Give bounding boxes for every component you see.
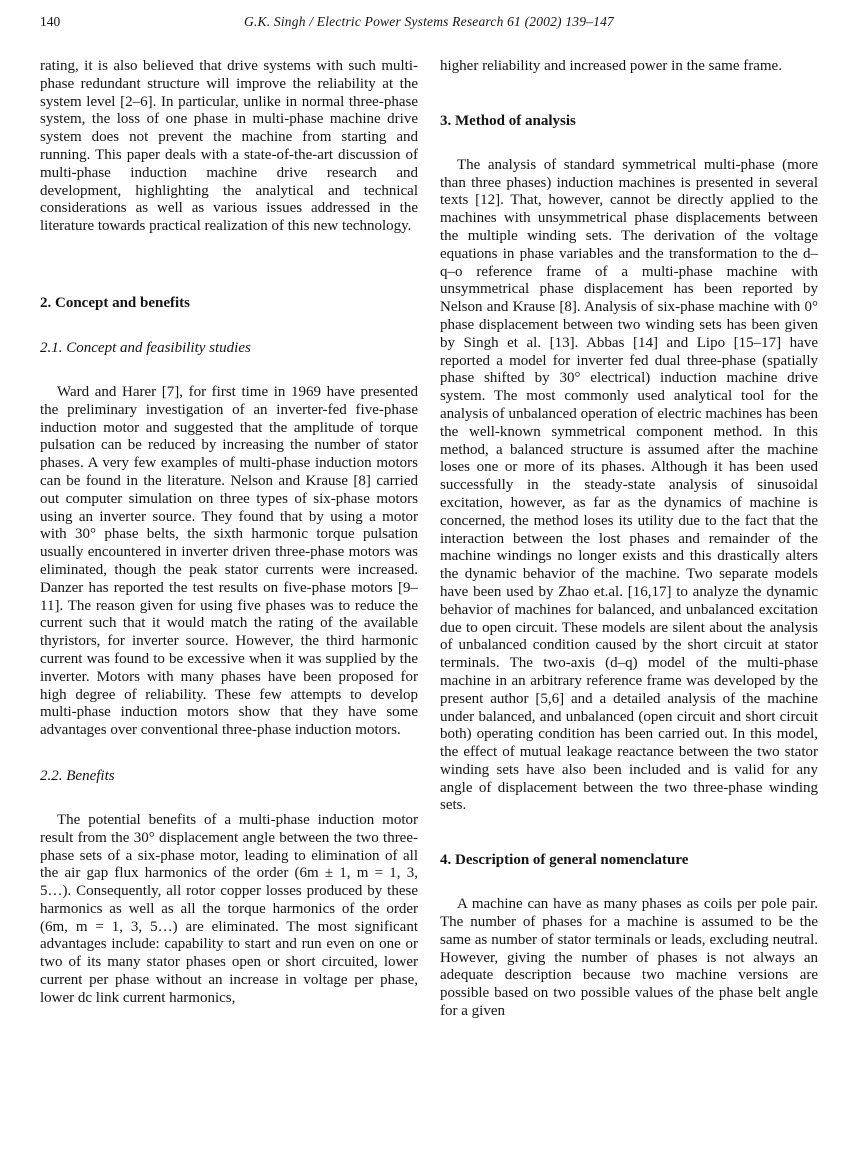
section-4-heading: 4. Description of general nomenclature [440, 852, 689, 869]
section-2-heading: 2. Concept and benefits [40, 294, 191, 311]
benefits-continued-paragraph: higher reliability and increased power in the same frame. [440, 58, 782, 74]
section-3-paragraph: The analysis of standard symmetrical multi-phase (more than three phases) induction machines is presented in several texts [12]. That, however, cannot be directly applied to the machines with unsymmetrical phase displacements between the multiple winding sets. The derivation of the voltage equations in phase variables and the transformation to the d–q–o reference frame of a multi-phase machine with unsymmetrical phase displacement has been reported by Nelson and Krause [8]. Analysis of six-phase machine with 0° phase displacement between two winding sets has been given by Singh et al. [13]. Abbas [14] and Lipo [15–17] have reported a model for inverter fed dual three-phase (spatially phase shifted by 30° electrical) induction machine drive system. The most commonly used analytical tool for the analysis of unbalanced operation of electric machines has been the well-known symmetrical component method. In this method, a balanced structure is assumed after the machine loses one or more of its phases. Although it has been used successfully in the steady-state analysis of sinusoidal excitation, however, as far as the dynamics of machine is concerned, the method loses its utility due to the fact that the interaction between the lost phases and remainder of the machine windings no longer exists and this drastically alters the dynamic behavior of the machine. Two separate models have been used by Zhao et.al. [16,17] to analyze the dynamic behavior of machines for balanced, and unbalanced excitation due to open circuit. These models are silent about the analysis of unbalanced condition caused by the short circuit at stator terminals. The two-axis (d–q) model of the multi-phase machine in an arbitrary reference frame was developed by the present author [5,6] and a detailed analysis of the machine under balanced, and unbalanced (open circuit and short circuit both) operating condition has been carried out. In this model, the effect of mutual leakage reactance between the two stator winding sets have also been included and is valid for any angle of displacement between the two three-phase winding sets. [440, 156, 818, 814]
page-header [40, 13, 818, 31]
page-number: 140 [40, 14, 61, 29]
section-2-1-paragraph: Ward and Harer [7], for first time in 1969 have presented the preliminary investigation of an inverter-fed five-phase induction motor and suggested that the amplitude of torque pulsation can be reduced by increasing the number of stator phases. A very few examples of multi-phase induction motors can be found in the literature. Nelson and Krause [8] carried out computer simulation on three types of six-phase motors using an inverter source. They found that by using a motor with 30° phase belts, the sixth harmonic torque pulsation usually encountered in inverter driven three-phase motors was eliminated, though the peak stator currents were increased. Danzer has reported the test results on five-phase motors [9–11]. The reason given for using five phases was to reduce the current such that it would match the rating of the available thyristors, for inverter source. However, the third harmonic current was found to be excessive when it was supplied by the inverter. Motors with many phases have been proposed for high degree of reliability. These few attempts to develop multi-phase induction motors show that they have some advantages over conventional three-phase induction motors. [40, 383, 418, 739]
section-2-2-paragraph: The potential benefits of a multi-phase induction motor result from the 30° displacement angle between the two three-phase sets of a six-phase motor, leading to elimination of all the air gap flux harmonics of the order (6m ± 1, m = 1, 3, 5…). Consequently, all rotor copper losses produced by these harmonics as well as all the torque harmonics of the order (6m, m = 1, 3, 5…) are eliminated. The most significant advantages include: capability to start and run even on one or two of its many stator phases open or short circuited, lower current per phase without an increase in voltage per phase, lower dc link current harmonics, [40, 811, 418, 1006]
section-2-1-heading: 2.1. Concept and feasibility studies [40, 339, 251, 356]
section-2-2-heading: 2.2. Benefits [40, 767, 115, 784]
right-column [440, 58, 818, 1021]
section-3-heading: 3. Method of analysis [440, 112, 576, 129]
intro-continued-paragraph: rating, it is also believed that drive systems with such multi-phase redundant structure will improve the reliability at the system level [2–6]. In particular, unlike in normal three-phase system, the loss of one phase in multi-phase machine drive system does not prevent the machine from starting and running. This paper deals with a state-of-the-art discussion of multi-phase induction machine drive research and development, highlighting the analytical and technical considerations as well as various issues addressed in the literature towards practical realization of this new technology. [40, 58, 418, 235]
running-head: G.K. Singh / Electric Power Systems Research 61 (2002) 139–147 [244, 14, 614, 29]
left-column [40, 58, 418, 1021]
section-4-paragraph: A machine can have as many phases as coils per pole pair. The number of phases for a machine is assumed to be the same as number of stator terminals or leads, excluding neutral. However, giving the number of phases is not always an adequate description because two machine versions are possible based on two possible values of the phase belt angle for a given [440, 896, 818, 1020]
two-column-body [40, 58, 818, 1021]
